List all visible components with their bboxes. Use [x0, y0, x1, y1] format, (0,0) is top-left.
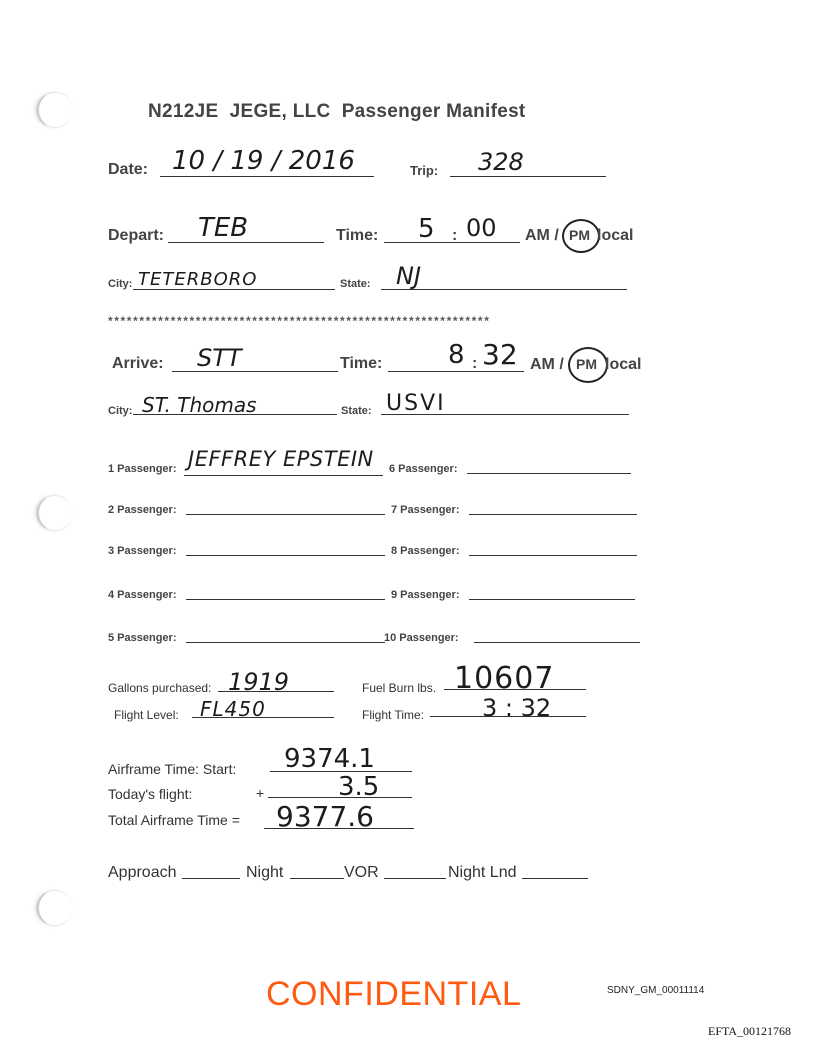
passenger-6-line — [467, 473, 631, 474]
plus-sign: + — [256, 785, 265, 801]
document-title: Passenger Manifest — [341, 101, 526, 122]
bates-number: SDNY_GM_00011114 — [607, 985, 705, 996]
depart-am — [525, 227, 559, 245]
arrive-time-label: Time: — [340, 355, 383, 372]
depart-label: Depart: — [108, 227, 165, 244]
depart-colon: : — [452, 227, 458, 244]
arrive-time-line — [388, 371, 524, 372]
passenger-3-line — [186, 555, 385, 556]
arrive-colon: : — [472, 355, 478, 372]
tail-number: N212JE — [148, 101, 219, 122]
page-title — [148, 101, 526, 123]
depart-hour: 5 — [418, 214, 435, 244]
company-name: JEGE, LLC — [229, 101, 331, 122]
passenger-3-label: 3 Passenger: — [108, 545, 177, 557]
depart-minute: 00 — [466, 214, 497, 242]
punch-hole-bottom — [36, 890, 73, 926]
arrive-city-label: City: — [108, 405, 133, 417]
arrive-city-value: ST. Thomas — [142, 393, 257, 417]
approach-line — [182, 878, 240, 879]
vor-line — [384, 878, 446, 879]
passenger-7-line — [469, 514, 637, 515]
passenger-4-line — [186, 599, 385, 600]
flight-time-value: 3 : 32 — [482, 694, 552, 722]
night-lnd-label: Night Lnd — [448, 864, 517, 881]
gallons-value: 1919 — [228, 668, 290, 696]
depart-local: local — [597, 227, 634, 244]
passenger-5-line — [186, 642, 385, 643]
depart-time-label: Time: — [336, 227, 379, 244]
date-label: Date: — [108, 161, 149, 178]
arrive-am-text: AM — [530, 356, 555, 373]
depart-state-label: State: — [340, 278, 371, 290]
arrive-hour: 8 — [448, 340, 465, 370]
passenger-2-line — [186, 514, 385, 515]
passenger-5-label: 5 Passenger: — [108, 632, 177, 644]
separator-stars: ************************************************************* — [108, 314, 491, 328]
passenger-4-label: 4 Passenger: — [108, 589, 177, 601]
approach-label: Approach — [108, 864, 177, 881]
depart-pm-circle — [562, 219, 600, 253]
flight-time-label: Flight Time: — [362, 708, 425, 722]
airframe-start-label: Airframe Time: Start: — [108, 761, 237, 777]
vor-label: VOR — [344, 864, 379, 881]
date-value: 10 / 19 / 2016 — [172, 146, 355, 176]
night-lnd-line — [522, 878, 588, 879]
todays-flight-value: 3.5 — [338, 772, 380, 802]
depart-slash: / — [554, 227, 559, 244]
confidential-stamp: CONFIDENTIAL — [266, 975, 522, 1013]
total-airframe-label: Total Airframe Time = — [108, 812, 240, 828]
fuel-burn-label: Fuel Burn lbs. — [362, 681, 437, 695]
flight-level-value: FL450 — [200, 697, 266, 721]
passenger-2-label: 2 Passenger: — [108, 504, 177, 516]
gallons-label: Gallons purchased: — [108, 681, 212, 695]
punch-hole-middle — [36, 495, 73, 531]
efta-number: EFTA_00121768 — [708, 1024, 792, 1038]
depart-state-value: NJ — [396, 262, 422, 290]
passenger-8-label: 8 Passenger: — [391, 545, 460, 557]
trip-line — [450, 176, 606, 177]
passenger-9-line — [469, 599, 635, 600]
passenger-7-label: 7 Passenger: — [391, 504, 460, 516]
flight-level-label: Flight Level: — [114, 708, 179, 722]
fuel-burn-value: 10607 — [454, 661, 555, 696]
passenger-10-line — [474, 642, 640, 643]
arrive-state-value: USVI — [386, 391, 446, 416]
trip-value: 328 — [478, 148, 524, 176]
passenger-6-label: 6 Passenger: — [389, 463, 458, 475]
passenger-1-label: 1 Passenger: — [108, 463, 177, 475]
passenger-8-line — [469, 555, 637, 556]
airframe-start-value: 9374.1 — [284, 744, 375, 774]
depart-am-text: AM — [525, 227, 550, 244]
passenger-9-label: 9 Passenger: — [391, 589, 460, 601]
depart-city-label: City: — [108, 278, 133, 290]
arrive-pm: PM — [576, 356, 597, 372]
passenger-1-line — [184, 475, 383, 476]
arrive-slash: / — [559, 356, 564, 373]
night-line — [290, 878, 344, 879]
trip-label: Trip: — [410, 163, 439, 178]
arrive-pm-circle — [568, 347, 608, 383]
arrive-minute: 32 — [482, 338, 518, 371]
arrive-value: STT — [197, 344, 242, 372]
total-airframe-value: 9377.6 — [276, 800, 374, 833]
depart-city-value: TETERBORO — [138, 269, 258, 290]
depart-pm: PM — [569, 227, 590, 243]
date-line — [160, 176, 374, 177]
passenger-1-name: JEFFREY EPSTEIN — [188, 447, 374, 471]
arrive-am — [530, 356, 564, 374]
night-label: Night — [246, 864, 284, 881]
arrive-state-label: State: — [341, 405, 372, 417]
punch-hole-top — [36, 92, 73, 128]
depart-value: TEB — [198, 213, 249, 243]
todays-flight-label: Today's flight: — [108, 786, 193, 802]
passenger-10-label: 10 Passenger: — [384, 632, 459, 644]
arrive-label: Arrive: — [112, 355, 164, 372]
arrive-local: local — [605, 356, 642, 373]
